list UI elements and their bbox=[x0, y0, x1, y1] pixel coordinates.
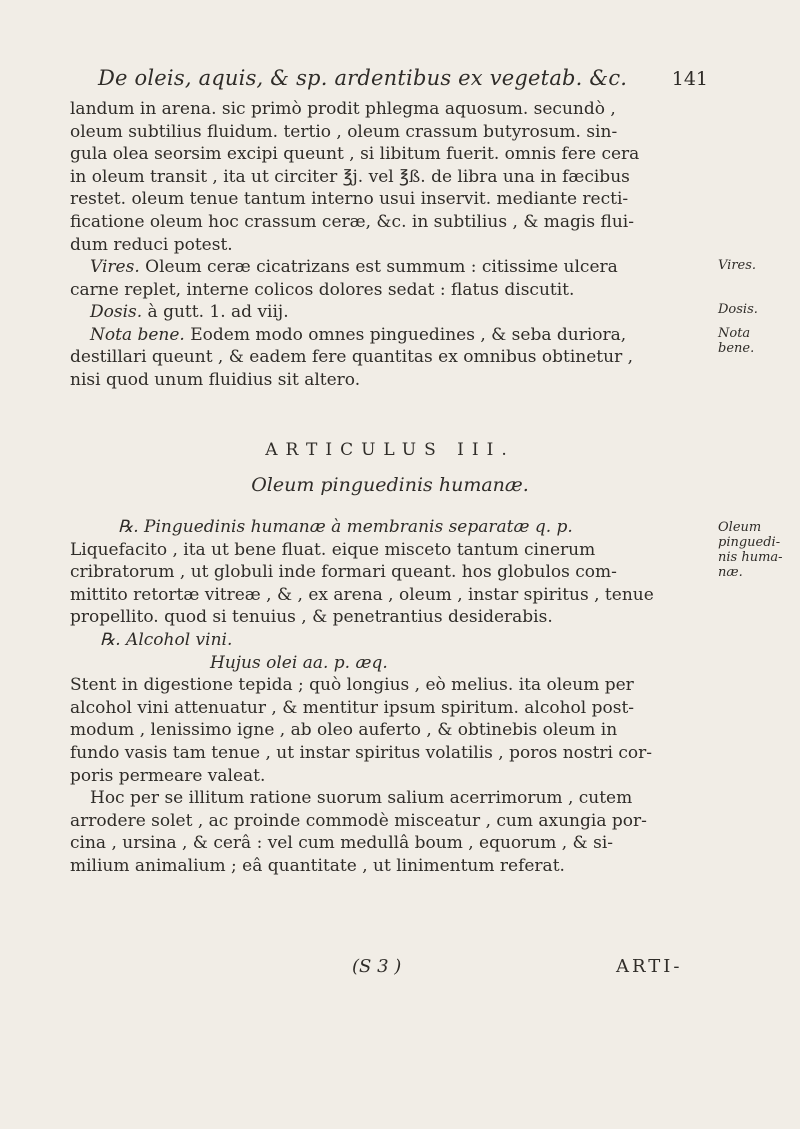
nota-label: Nota bene. bbox=[90, 324, 185, 345]
text-line: nisi quod unum fluidius sit altero. bbox=[70, 369, 361, 390]
dosis-label: Dosis. bbox=[90, 302, 143, 323]
running-title: De oleis, aquis, & sp. ardentibus ex vegetab. &c. bbox=[98, 66, 628, 90]
text-line: Hoc per se illitum ratione suorum salium acerrimorum , cutem bbox=[90, 788, 633, 809]
running-header bbox=[98, 66, 708, 90]
margin-note-vires: Vires. bbox=[718, 258, 757, 273]
text-line: ficatione oleum hoc crassum ceræ, &c. in subtilius , & magis flui- bbox=[70, 211, 634, 232]
signature-mark: (S 3 ) bbox=[352, 956, 402, 977]
text-line: carne replet, interne colicos dolores sedat : flatus discutit. bbox=[70, 279, 575, 300]
text-line: propellito. quod si tenuius , & penetrantius desiderabis. bbox=[70, 607, 553, 628]
margin-note-dosis: Dosis. bbox=[718, 302, 758, 317]
margin-note-nota: Nota bene. bbox=[718, 326, 755, 356]
text-line: destillari queunt , & eadem fere quantitas ex omnibus obtinetur , bbox=[70, 347, 634, 368]
text-line: Nota bene. Eodem modo omnes pinguedines , & seba duriora, bbox=[90, 324, 627, 345]
text-line: arrodere solet , ac proinde commodè misceatur , cum axungia por- bbox=[70, 810, 647, 831]
text-line: alcohol vini attenuatur , & mentitur ipsum spiritum. alcohol post- bbox=[70, 697, 635, 718]
catchword: ARTI- bbox=[616, 956, 683, 977]
text-line: oleum subtilius fluidum. tertio , oleum crassum butyrosum. sin- bbox=[70, 121, 618, 142]
recipe-alcohol: ℞. Alcohol vini. bbox=[100, 629, 233, 650]
text-line: cribratorum , ut globuli inde formari queant. hos globulos com- bbox=[70, 562, 617, 583]
recipe-hujus: Hujus olei aa. p. æq. bbox=[210, 652, 388, 673]
text-line: cina , ursina , & cerâ : vel cum medullâ boum , equorum , & si- bbox=[70, 833, 613, 854]
text-line: Dosis. à gutt. 1. ad viij. bbox=[90, 302, 289, 323]
text-line: gula olea seorsim excipi queunt , si libitum fuerit. omnis fere cera bbox=[70, 144, 640, 165]
text-line: Liquefacito , ita ut bene fluat. eique misceto tantum cinerum bbox=[70, 539, 596, 560]
vires-label: Vires. bbox=[90, 257, 140, 277]
text-line: modum , lenissimo igne , ab oleo auferto , & obtinebis oleum in bbox=[70, 720, 618, 741]
paragraph-distillation bbox=[70, 98, 710, 256]
text-line: Stent in digestione tepida ; quò longius , eò melius. ita oleum per bbox=[70, 675, 634, 696]
text-line: in oleum transit , ita ut circiter ℥j. vel ℥ß. de libra una in fæcibus bbox=[70, 166, 630, 187]
text-line: Vires. Oleum ceræ cicatrizans est summum : citissime ulcera bbox=[90, 257, 618, 277]
text-line: milium animalium ; eâ quantitate , ut linimentum referat. bbox=[70, 855, 565, 876]
page-number: 141 bbox=[671, 68, 708, 90]
article-heading: ARTICULUS III. bbox=[265, 440, 515, 460]
text-line: mittito retortæ vitreæ , & , ex arena , oleum , instar spiritus , tenue bbox=[70, 584, 654, 605]
recipe-intro: ℞. Pinguedinis humanæ à membranis separatæ q. p. bbox=[118, 517, 573, 537]
text-line: landum in arena. sic primò prodit phlegma aquosum. secundò , bbox=[70, 99, 616, 119]
paragraph-recipe bbox=[70, 516, 710, 878]
margin-note-oleum: Oleum pinguedi- nis huma- næ. bbox=[718, 520, 783, 580]
text-line: restet. oleum tenue tantum interno usui inservit. mediante recti- bbox=[70, 189, 629, 210]
text-line: poris permeare valeat. bbox=[70, 765, 266, 786]
text-line: fundo vasis tam tenue , ut instar spiritus volatilis , poros nostri cor- bbox=[70, 742, 653, 763]
paragraph-vires bbox=[70, 256, 710, 392]
text-line: dum reduci potest. bbox=[70, 234, 233, 255]
article-subtitle: Oleum pinguedinis humanæ. bbox=[251, 474, 529, 496]
